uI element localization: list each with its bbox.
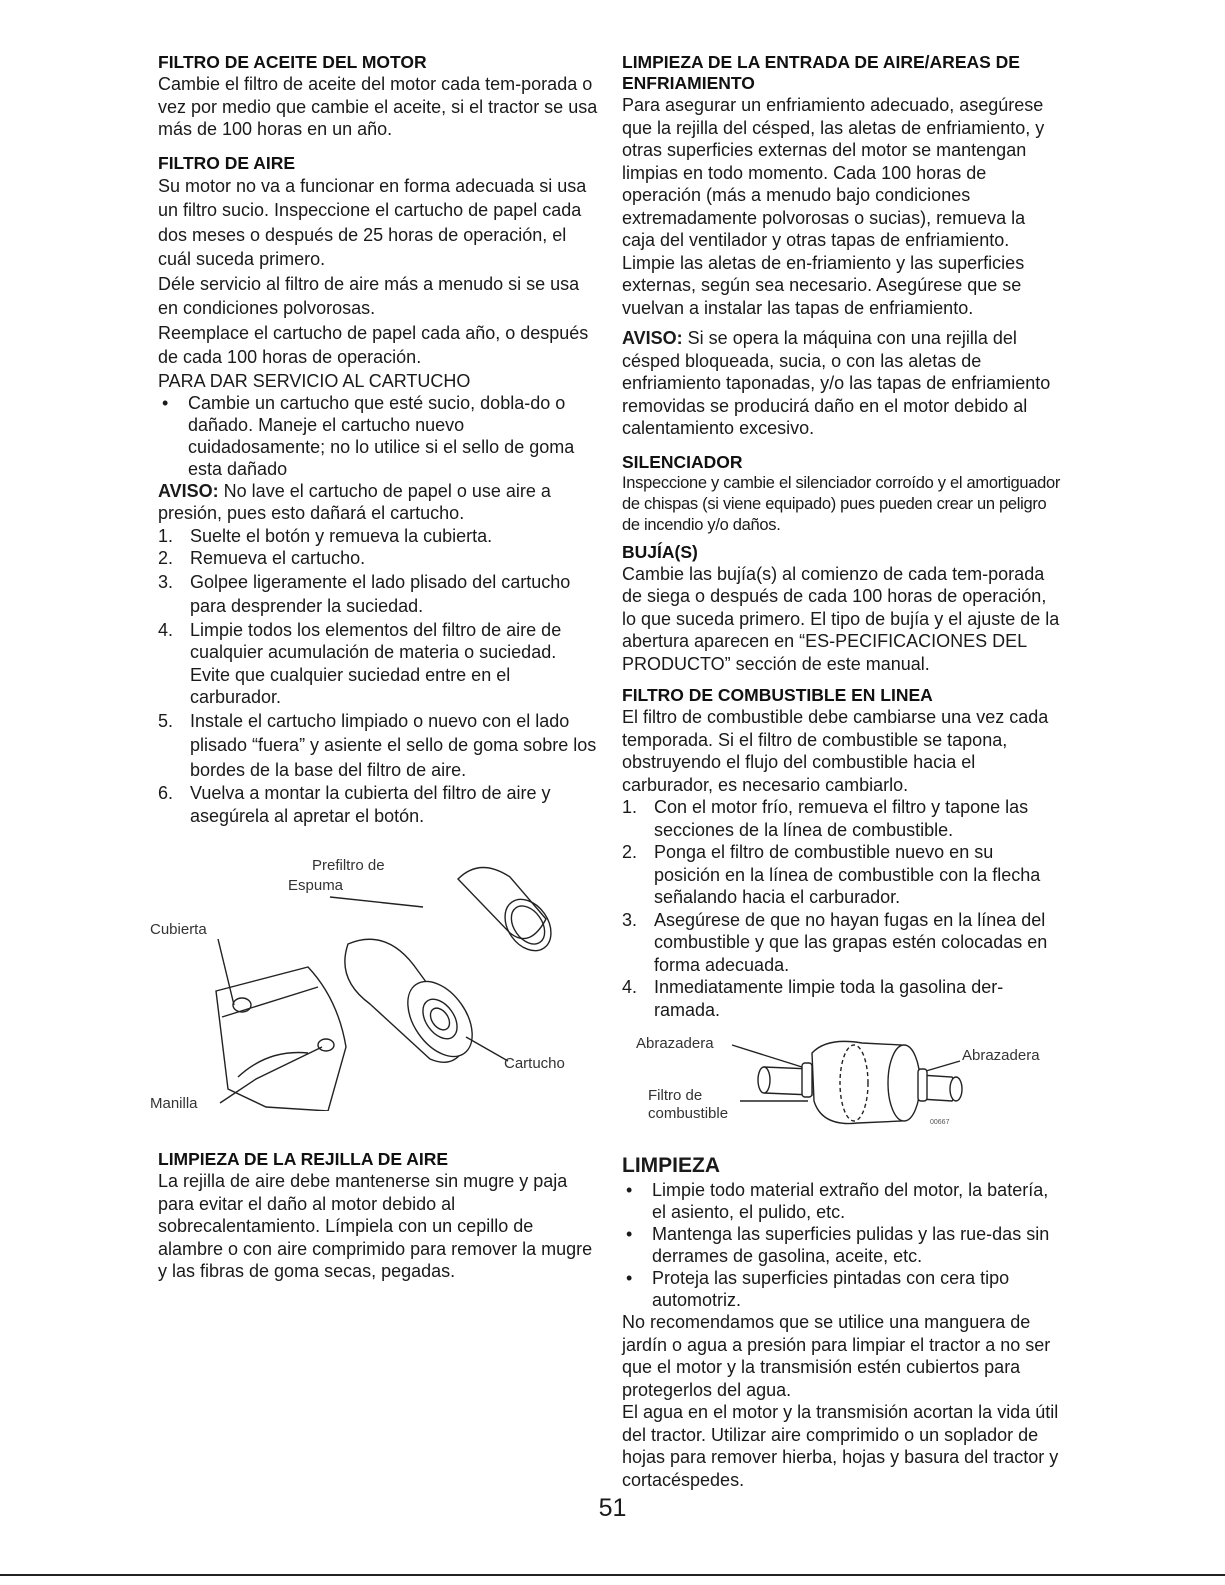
bullet-dot: • xyxy=(626,1180,633,1200)
air-filter-notice xyxy=(158,480,598,525)
air-screen-body: La rejilla de aire debe mantenerse sin mugre y paja para evitar el daño al motor debido al sobrecalentamiento. Límpiela con un cepillo de alambre o con aire comprimido para remover la mugre y las fibras de goma secas, pegadas. xyxy=(158,1171,593,1281)
bottom-rule xyxy=(0,1574,1225,1576)
list-item: 4. Limpie todos los elementos del filtro de aire de cualquier acumulación de materia o suciedad. Evite que cualquier suciedad entre en el carburador. xyxy=(158,619,562,707)
air-filter-steps xyxy=(158,525,598,828)
air-intake-title: LIMPIEZA DE LA ENTRADA DE AIRE/AREAS DE ENFRIAMIENTO xyxy=(622,52,1020,93)
spark-plug-section xyxy=(622,542,1062,676)
cartridge-label: Cartucho xyxy=(504,1055,565,1072)
air-filter-title: FILTRO DE AIRE xyxy=(158,152,296,173)
air-intake-body: Para asegurar un enfriamiento adecuado, asegúrese que la rejilla del césped, las aletas de enfriamiento, y otras superficies externas del motor se mantengan limpias en todo momento. Cada 100 horas de operación (más a menudo bajo condiciones extremadamente polvorosas o sucias), remueva la caja del ventilador y otras tapas de enfriamiento. Limpie las aletas de en-friamiento y las superficies externas, según sea necesario. Asegúrese que se vuelvan a instalar las tapas de enfriamiento. xyxy=(622,95,1045,318)
cleaning-section xyxy=(622,1153,1062,1491)
clamp-left-label: Abrazadera xyxy=(636,1035,714,1052)
notice-text: No lave el cartucho de papel o use aire a presión, pues esto dañará el cartucho. xyxy=(158,480,551,523)
muffler-title: SILENCIADOR xyxy=(622,451,743,472)
oil-filter-title: FILTRO DE ACEITE DEL MOTOR xyxy=(158,52,427,72)
right-column xyxy=(622,52,1062,1491)
page-number: 51 xyxy=(598,1494,627,1522)
fuel-filter-label-line2: combustible xyxy=(648,1105,729,1122)
air-filter-replace-note: Reemplace el cartucho de papel cada año, o después de cada 100 horas de operación. xyxy=(158,322,589,367)
fuel-filter-title: FILTRO DE COMBUSTIBLE EN LINEA xyxy=(622,685,933,705)
cleaning-para-1: No recomendamos que se utilice una manguera de jardín o agua a presión para limpiar el tractor a no ser que el motor y la transmisión estén cubiertos para protegerlos del agua. xyxy=(622,1312,1051,1400)
list-item: 1. Suelte el botón y remueva la cubierta. xyxy=(158,525,493,546)
cleaning-para-2: El agua en el motor y la transmisión acortan la vida útil del tractor. Utilizar aire comprimido o un soplador de hojas para remover hierba, hojas y basura del tractor y cortacéspedes. xyxy=(622,1402,1059,1490)
bullet-dot: • xyxy=(626,1268,633,1288)
spark-plug-title: BUJÍA(S) xyxy=(622,541,698,562)
list-item: 4. Inmediatamente limpie toda la gasolina der-ramada. xyxy=(622,977,1004,1020)
fuel-filter-steps xyxy=(622,796,1062,1021)
fuel-filter-body: El filtro de combustible debe cambiarse una vez cada temporada. Si el filtro de combustible se tapona, obstruyendo el flujo del combustible hacia el carburador, es necesario cambiarlo. xyxy=(622,707,1049,795)
muffler-body: Inspeccione y cambie el silenciador corroído y el amortiguador de chispas (si viene equipado) pues pueden crear un peligro de incendio y/o daños. xyxy=(622,473,1061,534)
bullet-dot: • xyxy=(162,392,169,413)
knob-label: Manilla xyxy=(150,1095,198,1112)
list-item: 5. Instale el cartucho limpiado o nuevo con el lado plisado “fuera” y asiente el sello de goma sobre los bordes de la base del filtro de aire. xyxy=(158,710,597,780)
service-heading: PARA DAR SERVICIO AL CARTUCHO xyxy=(158,370,471,391)
air-intake-notice xyxy=(622,327,1062,440)
air-filter-intro: Su motor no va a funcionar en forma adecuada si usa un filtro sucio. Inspeccione el cartucho de papel cada dos meses o después de 25 horas de operación, el cuál suceda primero. xyxy=(158,175,587,269)
bullet-dot: • xyxy=(626,1224,633,1244)
list-item: 2. Ponga el filtro de combustible nuevo en su posición en la línea de combustible con la flecha señalando hacia el carburador. xyxy=(622,842,1041,907)
spark-plug-body: Cambie las bujía(s) al comienzo de cada tem-porada de siega o después de cada 100 horas de operación, lo que suceda primero. El tipo de bujía y el ajuste de la abertura aparecen en “ES-PECIFICACIONES DEL PRODUCTO” sección de este manual. xyxy=(622,563,1060,674)
figure-code: 00667 xyxy=(930,1119,950,1126)
cleaning-title: LIMPIEZA xyxy=(622,1154,720,1177)
prefilter-label-line2: Espuma xyxy=(288,877,344,894)
notice-text: Si se opera la máquina con una rejilla del césped bloqueada, sucia, o con las aletas de enfriamiento taponadas, y/o las tapas de enfriamiento removidas se producirá daño en el motor debido al calentamiento excesivo. xyxy=(622,328,1051,438)
muffler-section xyxy=(622,452,1062,536)
left-column xyxy=(150,52,598,1283)
list-item: 6. Vuelva a montar la cubierta del filtro de aire y asegúrela al apretar el botón. xyxy=(158,783,551,826)
air-filter-dusty-note: Déle servicio al filtro de aire más a menudo si se usa en condiciones polvorosas. xyxy=(158,273,580,318)
list-item: 3. Golpee ligeramente el lado plisado del cartucho para desprender la suciedad. xyxy=(158,571,571,616)
list-item: 1. Con el motor frío, remueva el filtro y tapone las secciones de la línea de combustible. xyxy=(622,797,1029,840)
air-intake-section xyxy=(622,52,1062,440)
fuel-filter-figure xyxy=(622,1031,1062,1135)
list-item: • Proteja las superficies pintadas con cera tipo automotriz. xyxy=(622,1267,1062,1311)
service-bullets xyxy=(158,392,598,480)
fuel-filter-section xyxy=(622,685,1062,1135)
list-item: • Mantenga las superficies pulidas y las rue-das sin derrames de gasolina, aceite, etc. xyxy=(622,1223,1062,1267)
oil-filter-body: Cambie el filtro de aceite del motor cada tem-porada o vez por medio que cambie el aceite, si el tractor se usa más de 100 horas en un año. xyxy=(158,74,598,139)
list-item: 3. Asegúrese de que no hayan fugas en la línea del combustible y que las grapas estén colocadas en forma adecuada. xyxy=(622,909,1048,975)
notice-label: AVISO: xyxy=(622,328,683,348)
cleaning-bullets xyxy=(622,1179,1062,1311)
oil-filter-section xyxy=(158,52,598,141)
list-item: • Limpie todo material extraño del motor, la batería, el asiento, el pulido, etc. xyxy=(622,1179,1062,1223)
cover-label: Cubierta xyxy=(150,921,207,938)
list-item: 2. Remueva el cartucho. xyxy=(158,548,366,568)
air-screen-title: LIMPIEZA DE LA REJILLA DE AIRE xyxy=(158,1149,449,1169)
clamp-right-label: Abrazadera xyxy=(962,1047,1040,1064)
notice-label: AVISO: xyxy=(158,480,219,501)
air-filter-section xyxy=(150,152,598,1112)
air-screen-section xyxy=(158,1149,598,1283)
air-filter-figure xyxy=(150,849,598,1112)
fuel-filter-label-line1: Filtro de xyxy=(648,1087,703,1104)
prefilter-label-line1: Prefiltro de xyxy=(312,857,385,874)
list-item: • Cambie un cartucho que esté sucio, dobla-do o dañado. Maneje el cartucho nuevo cuidadosamente; no lo utilice si el sello de goma esta dañado xyxy=(158,392,598,480)
